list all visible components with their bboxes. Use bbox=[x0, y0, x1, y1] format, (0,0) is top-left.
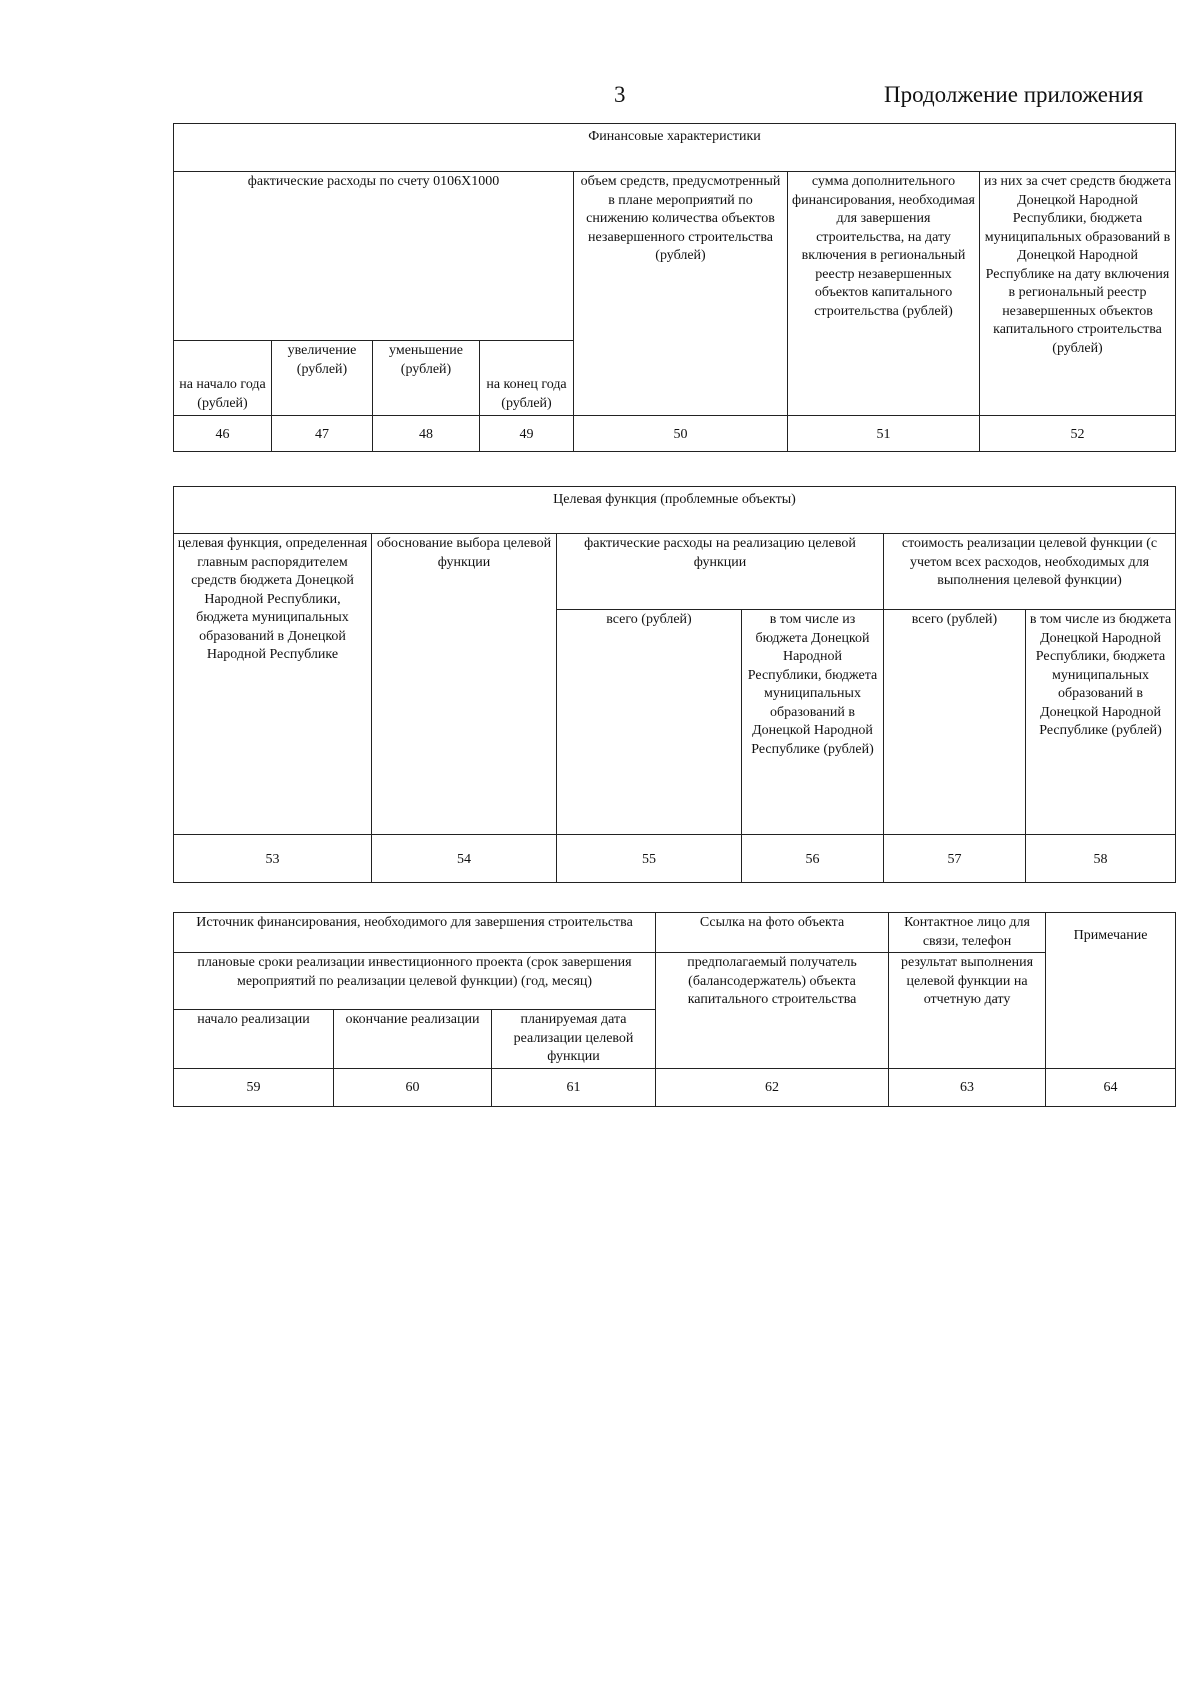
continuation-header: Продолжение приложения bbox=[884, 82, 1144, 107]
column-number: 47 bbox=[272, 416, 373, 452]
end-header: окончание реализации bbox=[334, 1010, 492, 1069]
increase-header: увеличение (рублей) bbox=[272, 341, 373, 416]
page-number: 3 bbox=[614, 82, 626, 107]
financial-characteristics-table bbox=[173, 123, 1176, 452]
planned-terms-header: плановые сроки реализации инвестиционного проекта (срок завершения мероприятий по реализации целевой функции) (год, месяц) bbox=[174, 953, 656, 1010]
financing-source-table bbox=[173, 912, 1176, 1107]
start-of-year-header: на начало года (рублей) bbox=[174, 341, 272, 416]
column-number: 46 bbox=[174, 416, 272, 452]
cost-including-header: в том числе из бюджета Донецкой Народной Республики, бюджета муниципальных образований в Донецкой Народной Республике (рублей) bbox=[1026, 610, 1176, 835]
additional-financing-header: сумма дополнительного финансирования, необходимая для завершения строительства, на дату включения в региональный реестр незавершенных объектов капитального строительства (рублей) bbox=[788, 172, 980, 416]
column-number: 58 bbox=[1026, 835, 1176, 883]
column-number: 57 bbox=[884, 835, 1026, 883]
note-header: Примечание bbox=[1046, 913, 1176, 1069]
column-number: 62 bbox=[656, 1068, 889, 1106]
end-of-year-header: на конец года (рублей) bbox=[480, 341, 574, 416]
start-header: начало реализации bbox=[174, 1010, 334, 1069]
column-number: 49 bbox=[480, 416, 574, 452]
column-number: 51 bbox=[788, 416, 980, 452]
column-number: 64 bbox=[1046, 1068, 1176, 1106]
implementation-cost-header: стоимость реализации целевой функции (с учетом всех расходов, необходимых для выполнения целевой функции) bbox=[884, 534, 1176, 610]
actual-expenses-header: фактические расходы на реализацию целевой функции bbox=[557, 534, 884, 610]
column-number: 56 bbox=[742, 835, 884, 883]
column-number: 63 bbox=[889, 1068, 1046, 1106]
column-number: 60 bbox=[334, 1068, 492, 1106]
column-number: 61 bbox=[492, 1068, 656, 1106]
cost-total-header: всего (рублей) bbox=[884, 610, 1026, 835]
column-number: 48 bbox=[373, 416, 480, 452]
result-header: результат выполнения целевой функции на отчетную дату bbox=[889, 953, 1046, 1069]
column-number: 53 bbox=[174, 835, 372, 883]
decrease-header: уменьшение (рублей) bbox=[373, 341, 480, 416]
table1-title: Финансовые характеристики bbox=[174, 124, 1176, 172]
recipient-header: предполагаемый получатель (балансодержатель) объекта капитального строительства bbox=[656, 953, 889, 1069]
photo-link-header: Ссылка на фото объекта bbox=[656, 913, 889, 953]
column-number: 52 bbox=[980, 416, 1176, 452]
column-number: 50 bbox=[574, 416, 788, 452]
table2-title: Целевая функция (проблемные объекты) bbox=[174, 487, 1176, 534]
contact-person-header: Контактное лицо для связи, телефон bbox=[889, 913, 1046, 953]
justification-header: обоснование выбора целевой функции bbox=[372, 534, 557, 835]
actual-total-header: всего (рублей) bbox=[557, 610, 742, 835]
financing-source-header: Источник финансирования, необходимого для завершения строительства bbox=[174, 913, 656, 953]
volume-funds-header: объем средств, предусмотренный в плане мероприятий по снижению количества объектов незавершенного строительства (рублей) bbox=[574, 172, 788, 416]
planned-date-header: планируемая дата реализации целевой функции bbox=[492, 1010, 656, 1069]
actual-including-header: в том числе из бюджета Донецкой Народной Республики, бюджета муниципальных образований в Донецкой Народной Республике (рублей) bbox=[742, 610, 884, 835]
target-function-table bbox=[173, 486, 1176, 883]
target-function-header: целевая функция, определенная главным распорядителем средств бюджета Донецкой Народной Республики, бюджета муниципальных образований в Донецкой Народной Республике bbox=[174, 534, 372, 835]
column-number: 55 bbox=[557, 835, 742, 883]
actual-expenses-group-header: фактические расходы по счету 0106X1000 bbox=[174, 172, 574, 341]
column-number: 59 bbox=[174, 1068, 334, 1106]
of-which-budget-header: из них за счет средств бюджета Донецкой Народной Республики, бюджета муниципальных образований в Донецкой Народной Республике на дату включения в региональный реестр незавершенных объектов капитального строительства (рублей) bbox=[980, 172, 1176, 416]
column-number: 54 bbox=[372, 835, 557, 883]
